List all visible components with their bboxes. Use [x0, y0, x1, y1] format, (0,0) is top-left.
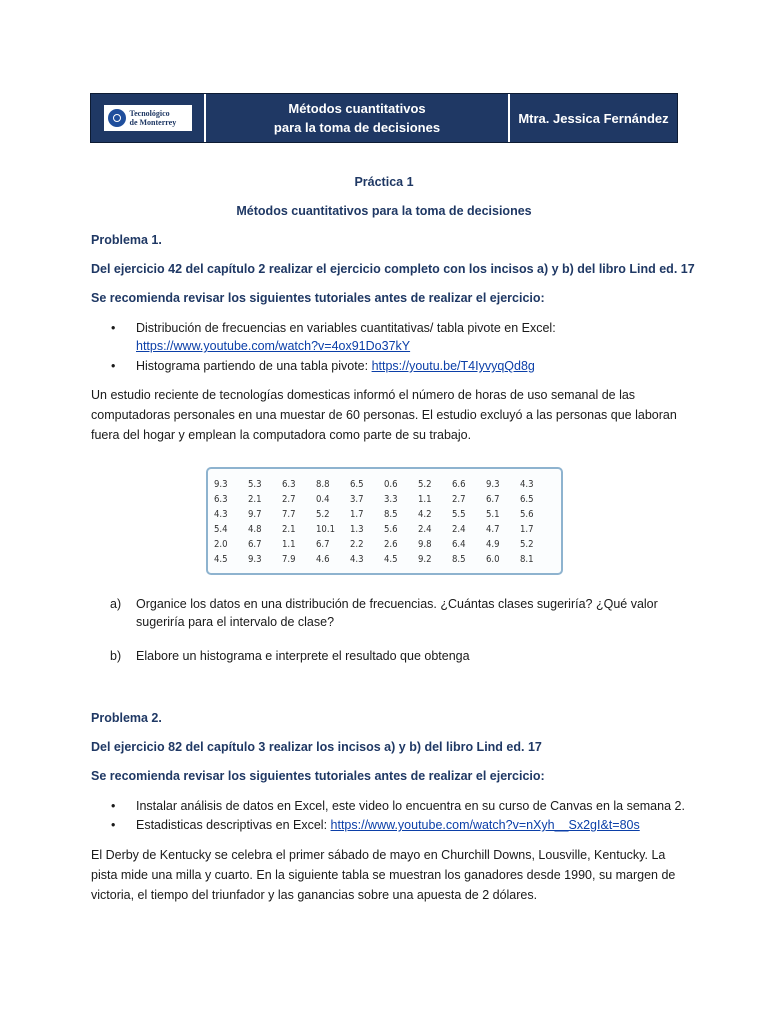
problem1-recommend: Se recomienda revisar los siguientes tutoriales antes de realizar el ejercicio: [91, 291, 545, 305]
data-cell: 7.9 [282, 554, 296, 565]
data-cell: 9.3 [248, 554, 262, 565]
data-cell: 5.2 [418, 479, 432, 490]
data-cell: 4.3 [520, 479, 534, 490]
data-cell: 2.1 [248, 494, 262, 505]
data-cell: 6.4 [452, 539, 466, 550]
data-cell: 9.7 [248, 509, 262, 520]
problem1-item-b: b) Elabore un histograma e interprete el resultado que obtenga [110, 649, 470, 663]
data-cell: 5.6 [520, 509, 534, 520]
item-marker: a) [110, 597, 122, 611]
data-cell: 2.7 [282, 494, 296, 505]
data-cell: 5.2 [316, 509, 330, 520]
data-cell: 7.7 [282, 509, 296, 520]
problem2-bullet-1: • Instalar análisis de datos en Excel, este video lo encuentra en su curso de Canvas en la semana 2. [111, 799, 685, 813]
problem2-heading: Problema 2. [91, 711, 162, 725]
data-row [214, 507, 554, 522]
problem1-bullet-1: • Distribución de frecuencias en variables cuantitativas/ tabla pivote en Excel: https://www.youtube.com/watch?v=4ox91Do37kY [111, 321, 556, 353]
data-row [214, 522, 554, 537]
data-cell: 8.1 [520, 554, 534, 565]
tec-emblem-icon [108, 109, 126, 127]
data-cell: 5.3 [248, 479, 262, 490]
data-cell: 4.9 [486, 539, 500, 550]
data-cell: 4.6 [316, 554, 330, 565]
problem1-heading: Problema 1. [91, 233, 162, 247]
data-cell: 1.1 [282, 539, 296, 550]
problem2-bullet-2: • Estadisticas descriptivas en Excel: https://www.youtube.com/watch?v=nXyh__Sx2gI&t=80s [111, 818, 640, 832]
data-cell: 8.5 [384, 509, 398, 520]
data-cell: 5.6 [384, 524, 398, 535]
data-cell: 5.2 [520, 539, 534, 550]
data-cell: 4.3 [214, 509, 228, 520]
problem2-recommend: Se recomienda revisar los siguientes tutoriales antes de realizar el ejercicio: [91, 769, 545, 783]
data-cell: 6.6 [452, 479, 466, 490]
data-cell: 1.3 [350, 524, 364, 535]
data-cell: 2.2 [350, 539, 364, 550]
data-cell: 9.3 [486, 479, 500, 490]
bullet-icon: • [111, 818, 116, 832]
problem2-instruction: Del ejercicio 82 del capítulo 3 realizar los incisos a) y b) del libro Lind ed. 17 [91, 740, 542, 754]
data-grid [214, 477, 554, 567]
data-cell: 2.1 [282, 524, 296, 535]
data-row [214, 492, 554, 507]
problem1-instruction: Del ejercicio 42 del capítulo 2 realizar el ejercicio completo con los incisos a) y b) del libro Lind ed. 17 [91, 262, 695, 276]
data-cell: 4.2 [418, 509, 432, 520]
data-cell: 5.5 [452, 509, 466, 520]
tec-logo [104, 105, 192, 131]
data-cell: 2.4 [452, 524, 466, 535]
bullet-icon: • [111, 321, 116, 335]
data-cell: 10.1 [316, 524, 336, 535]
tutorial-link-2[interactable]: https://youtu.be/T4IyvyqQd8g [371, 359, 535, 373]
data-cell: 6.0 [486, 554, 500, 565]
logo-text: Tecnológico de Monterrey [129, 109, 177, 127]
bullet-icon: • [111, 799, 116, 813]
data-cell: 4.8 [248, 524, 262, 535]
data-cell: 1.7 [350, 509, 364, 520]
data-cell: 4.7 [486, 524, 500, 535]
data-cell: 6.7 [248, 539, 262, 550]
data-cell: 1.7 [520, 524, 534, 535]
hours-data-table [206, 467, 563, 575]
data-cell: 6.3 [282, 479, 296, 490]
bullet-icon: • [111, 359, 116, 373]
header-title-line2: para la toma de decisiones [273, 120, 441, 135]
data-row [214, 552, 554, 567]
problem2-paragraph: El Derby de Kentucky se celebra el primer sábado de mayo en Churchill Downs, Lousville, Kentucky. La pista mide una milla y cuarto. En la siguiente tabla se muestran los ganadores desde 1990, su margen de victoria, el tiempo del triunfador y las ganancias sobre una apuesta de 2 dólares. [91, 848, 676, 902]
data-cell: 9.8 [418, 539, 432, 550]
header-author: Mtra. Jessica Fernández [518, 110, 669, 126]
data-cell: 8.8 [316, 479, 330, 490]
data-cell: 0.4 [316, 494, 330, 505]
data-cell: 9.3 [214, 479, 228, 490]
data-cell: 6.3 [214, 494, 228, 505]
problem1-paragraph: Un estudio reciente de tecnologías domesticas informó el número de horas de uso semanal de las computadoras personales en una muestar de 60 personas. El estudio excluyó a las personas que laboran fuera del hogar y emplean la computadora como parte de su trabajo. [91, 388, 677, 442]
data-cell: 6.7 [316, 539, 330, 550]
data-cell: 9.2 [418, 554, 432, 565]
data-cell: 2.6 [384, 539, 398, 550]
data-cell: 1.1 [418, 494, 432, 505]
data-cell: 2.4 [418, 524, 432, 535]
data-cell: 2.7 [452, 494, 466, 505]
problem1-item-a: a) Organice los datos en una distribución de frecuencias. ¿Cuántas clases sugeriría? ¿Qué valor sugeriría para el intervalo de clase? [110, 597, 658, 629]
data-cell: 3.7 [350, 494, 364, 505]
tutorial-link-3[interactable]: https://www.youtube.com/watch?v=nXyh__Sx2gI&t=80s [330, 818, 640, 832]
data-cell: 4.5 [214, 554, 228, 565]
problem1-bullet-2: • Histograma partiendo de una tabla pivote: https://youtu.be/T4IyvyqQd8g [111, 359, 535, 373]
data-row [214, 537, 554, 552]
data-cell: 0.6 [384, 479, 398, 490]
data-cell: 8.5 [452, 554, 466, 565]
data-cell: 6.7 [486, 494, 500, 505]
data-cell: 2.0 [214, 539, 228, 550]
item-marker: b) [110, 649, 122, 663]
data-cell: 5.4 [214, 524, 228, 535]
data-cell: 5.1 [486, 509, 500, 520]
subtitle: Métodos cuantitativos para la toma de decisiones [236, 204, 532, 218]
data-cell: 6.5 [350, 479, 364, 490]
logo-cell [91, 94, 206, 142]
header-title-line1: Métodos cuantitativos [288, 101, 426, 116]
data-cell: 3.3 [384, 494, 398, 505]
header-title [206, 94, 510, 142]
data-cell: 6.5 [520, 494, 534, 505]
data-cell: 4.3 [350, 554, 364, 565]
practice-title: Práctica 1 [354, 175, 414, 189]
tutorial-link-1[interactable]: https://www.youtube.com/watch?v=4ox91Do37kY [136, 339, 411, 353]
data-cell: 4.5 [384, 554, 398, 565]
document-header [90, 93, 678, 143]
data-row [214, 477, 554, 492]
